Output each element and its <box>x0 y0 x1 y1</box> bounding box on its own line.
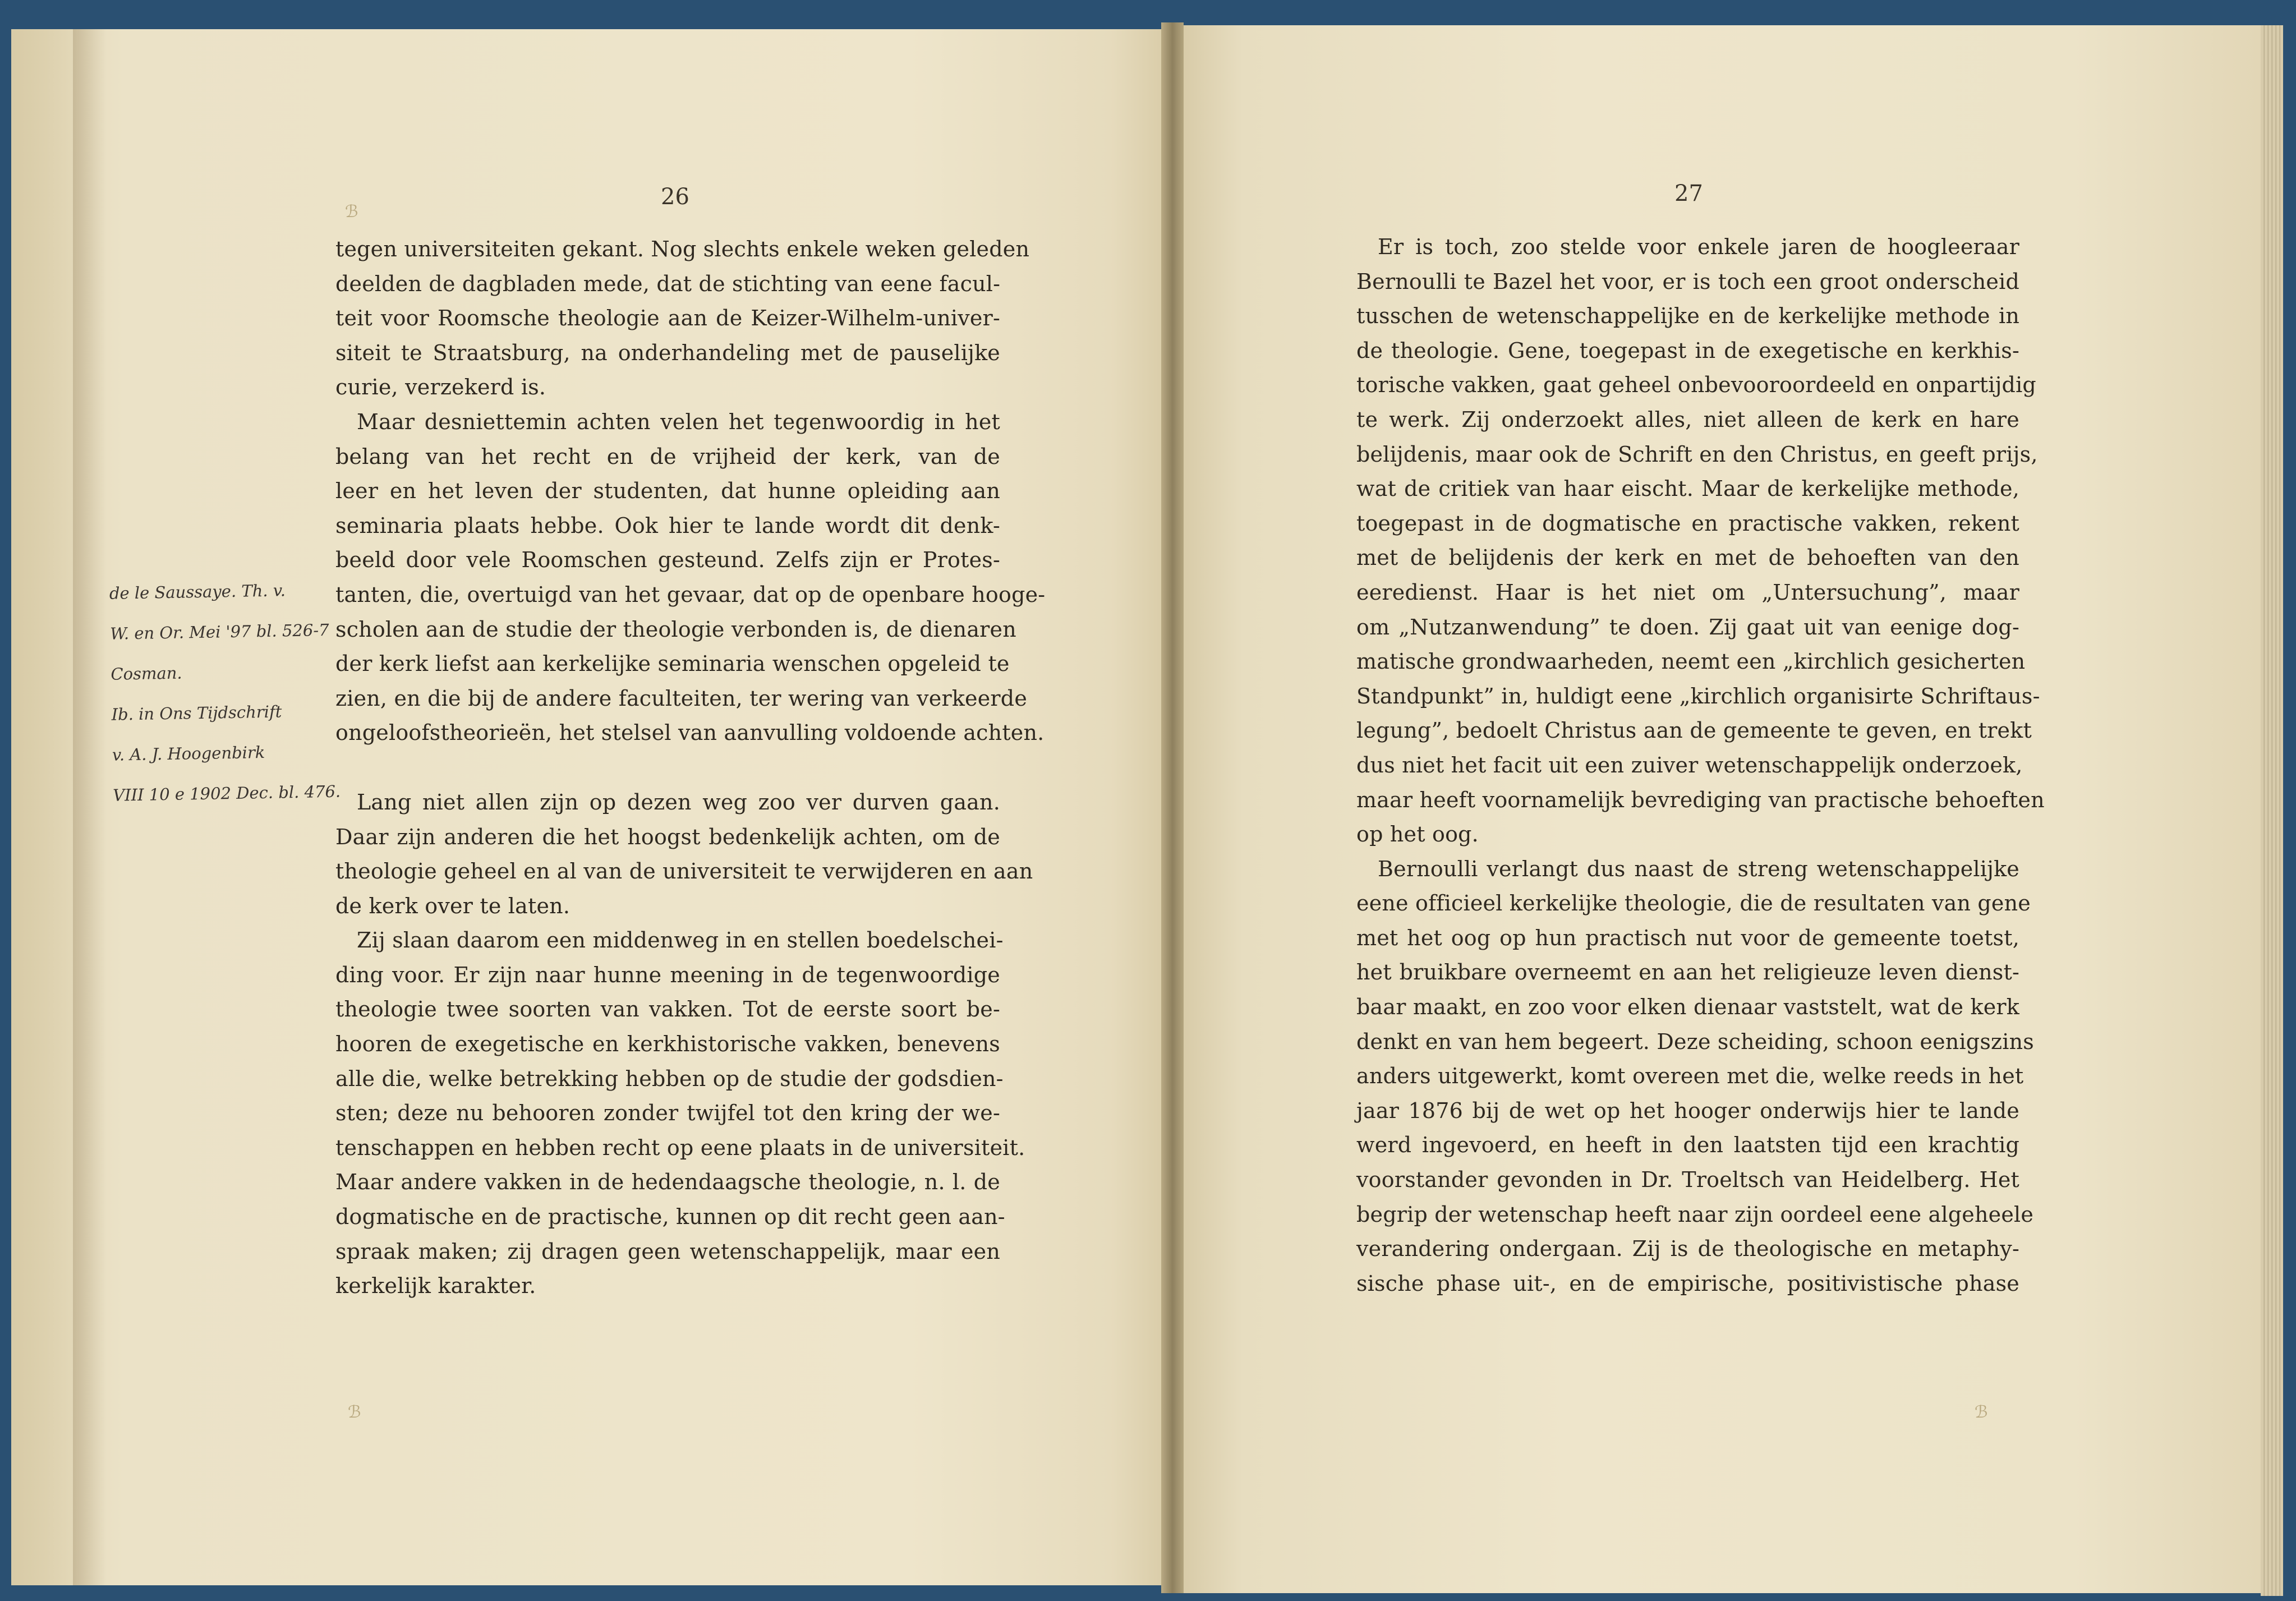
text-line: de theologie. Gene, toegepast in de exegetische en kerkhis- <box>1356 338 2019 363</box>
text-line: op het oog. <box>1356 822 1479 847</box>
text-line: tanten, die, overtuigd van het gevaar, dat op de openbare hooge- <box>335 582 1046 607</box>
text-line: belijdenis, maar ook de Schrift en den Christus, en geeft prijs, <box>1356 441 2038 467</box>
text-line: sische phase uit-, en de empirische, positivistische phase <box>1356 1271 2019 1296</box>
text-line: dus niet het facit uit een zuiver wetenschappelijk onderzoek, <box>1356 752 2023 778</box>
text-line: toegepast in de dogmatische en practische vakken, rekent <box>1356 510 2019 536</box>
text-line: torische vakken, gaat geheel onbevooroordeeld en onpartijdig <box>1356 372 2036 398</box>
text-line: tusschen de wetenschappelijke en de kerkelijke methode in <box>1356 303 2019 329</box>
text-line: matische grondwaarheden, neemt een „kirchlich gesicherten <box>1356 649 2026 674</box>
text-line: kerkelijk karakter. <box>335 1273 536 1299</box>
text-line: tegen universiteiten gekant. Nog slechts enkele weken geleden <box>335 237 1030 261</box>
text-line: te werk. Zij onderzoekt alles, niet alleen de kerk en hare <box>1356 407 2019 432</box>
annotation-line: W. en Or. Mei '97 bl. 526-7 <box>109 620 329 643</box>
page-number-right: 27 <box>1674 181 1703 206</box>
text-line: teit voor Roomsche theologie aan de Keizer-Wilhelm-univer- <box>335 306 1000 331</box>
text-line: Maar andere vakken in de hedendaagsche theologie, n. l. de <box>335 1170 1000 1195</box>
annotation-line: Ib. in Ons Tijdschrift <box>111 702 282 724</box>
text-line: leer en het leven der studenten, dat hunne opleiding aan <box>335 479 1000 504</box>
text-line: theologie twee soorten van vakken. Tot de eerste soort be- <box>335 997 1000 1022</box>
text-line: der kerk liefst aan kerkelijke seminaria wenschen opgeleid te <box>335 651 1010 677</box>
text-line: jaar 1876 bij de wet op het hooger onderwijs hier te lande <box>1356 1098 2019 1123</box>
page-number-left: 26 <box>661 184 689 210</box>
text-line: dogmatische en de practische, kunnen op dit recht geen aan- <box>335 1204 1005 1230</box>
text-line: eeredienst. Haar is het niet om „Untersuchung”, maar <box>1356 579 2019 605</box>
text-line: baar maakt, en zoo voor elken dienaar vaststelt, wat de kerk <box>1356 995 2019 1020</box>
text-line: hooren de exegetische en kerkhistorische vakken, benevens <box>335 1032 1000 1057</box>
text-line: deelden de dagbladen mede, dat de stichting van eene facul- <box>335 271 1001 296</box>
text-line: om „Nutzanwendung” te doen. Zij gaat uit van eenige dog- <box>1356 614 2019 640</box>
text-line: met het oog op hun practisch nut voor de gemeente toetst, <box>1356 925 2019 950</box>
text-line: ding voor. Er zijn naar hunne meening in de tegenwoordige <box>335 962 1000 987</box>
text-line: seminaria plaats hebbe. Ook hier te lande wordt dit denk- <box>335 513 1000 538</box>
text-line: tenschappen en hebben recht op eene plaats in de universiteit. <box>335 1135 1025 1160</box>
text-line: Daar zijn anderen die het hoogst bedenkelijk achten, om de <box>335 824 1000 849</box>
annotation-line: de le Saussaye. Th. v. <box>109 581 286 603</box>
text-line: belang van het recht en de vrijheid der kerk, van de <box>335 444 1000 469</box>
text-line: curie, verzekerd is. <box>335 375 546 400</box>
text-line: Er is toch, zoo stelde voor enkele jaren de hoogleeraar <box>1378 234 2019 259</box>
text-line: eene officieel kerkelijke theologie, die de resultaten van gene <box>1356 891 2031 916</box>
text-line: scholen aan de studie der theologie verbonden is, de dienaren <box>335 617 1016 642</box>
faint-stamp-mark: ℬ <box>1975 1402 1988 1422</box>
text-line: verandering ondergaan. Zij is de theologische en metaphy- <box>1356 1236 2019 1262</box>
text-line: met de belijdenis der kerk en met de behoeften van den <box>1356 545 2019 571</box>
faint-stamp-mark: ℬ <box>348 1402 361 1422</box>
faint-stamp-mark: ℬ <box>345 202 358 222</box>
right-page-text-block <box>1356 230 2045 1301</box>
text-line: Maar desniettemin achten velen het tegenwoordig in het <box>357 409 1000 434</box>
text-line: anders uitgewerkt, komt overeen met die, welke reeds in het <box>1356 1064 2024 1089</box>
text-line: voorstander gevonden in Dr. Troeltsch van Heidelberg. Het <box>1356 1167 2019 1193</box>
text-line: Lang niet allen zijn op dezen weg zoo ver durven gaan. <box>357 789 1000 815</box>
left-page-fold-shadow <box>73 29 107 1585</box>
text-line: zien, en die bij de andere faculteiten, ter wering van verkeerde <box>335 686 1028 711</box>
text-line: Zij slaan daarom een middenweg in en stellen boedelschei- <box>357 928 1004 953</box>
annotation-line: v. A. J. Hoogenbirk <box>112 742 265 765</box>
text-line: maar heeft voornamelijk bevrediging van practische behoeften <box>1356 787 2045 812</box>
text-line: Bernoulli te Bazel het voor, er is toch een groot onderscheid <box>1356 269 2019 294</box>
text-line: Standpunkt” in, huldigt eene „kirchlich organisirte Schriftaus- <box>1356 683 2040 709</box>
left-page-text-block <box>335 232 1046 1304</box>
paragraph-gap <box>335 751 1000 785</box>
text-line: beeld door vele Roomschen gesteund. Zelfs zijn er Protes- <box>335 548 1000 573</box>
text-line: ongeloofstheorieën, het stelsel van aanvulling voldoende achten. <box>335 720 1045 746</box>
page-stack-edge <box>2261 25 2283 1596</box>
annotation-line: VIII 10 e 1902 Dec. bl. 476. <box>112 781 341 805</box>
text-line: begrip der wetenschap heeft naar zijn oordeel eene algeheele <box>1356 1202 2034 1227</box>
text-line: wat de critiek van haar eischt. Maar de kerkelijke methode, <box>1356 476 2019 502</box>
text-line: siteit te Straatsburg, na onderhandeling met de pauselijke <box>335 340 1000 365</box>
text-line: het bruikbare overneemt en aan het religieuze leven dienst- <box>1356 960 2019 985</box>
text-line: spraak maken; zij dragen geen wetenschappelijk, maar een <box>335 1239 1000 1264</box>
handwritten-margin-note <box>109 569 354 815</box>
text-line: denkt en van hem begeert. Deze scheiding, schoon eenigszins <box>1356 1029 2034 1054</box>
text-line: de kerk over te laten. <box>335 893 570 918</box>
text-line: werd ingevoerd, en heeft in den laatsten tijd een krachtig <box>1356 1133 2019 1158</box>
text-line: theologie geheel en al van de universiteit te verwijderen en aan <box>335 859 1033 884</box>
book-gutter <box>1161 22 1184 1593</box>
text-line: legung”, bedoelt Christus aan de gemeente te geven, en trekt <box>1356 718 2032 743</box>
text-line: alle die, welke betrekking hebben op de studie der godsdien- <box>335 1066 1004 1091</box>
text-line: sten; deze nu behooren zonder twijfel tot den kring der we- <box>335 1101 1000 1126</box>
annotation-line: Cosman. <box>111 663 182 684</box>
text-line: Bernoulli verlangt dus naast de streng wetenschappelijke <box>1378 856 2019 881</box>
